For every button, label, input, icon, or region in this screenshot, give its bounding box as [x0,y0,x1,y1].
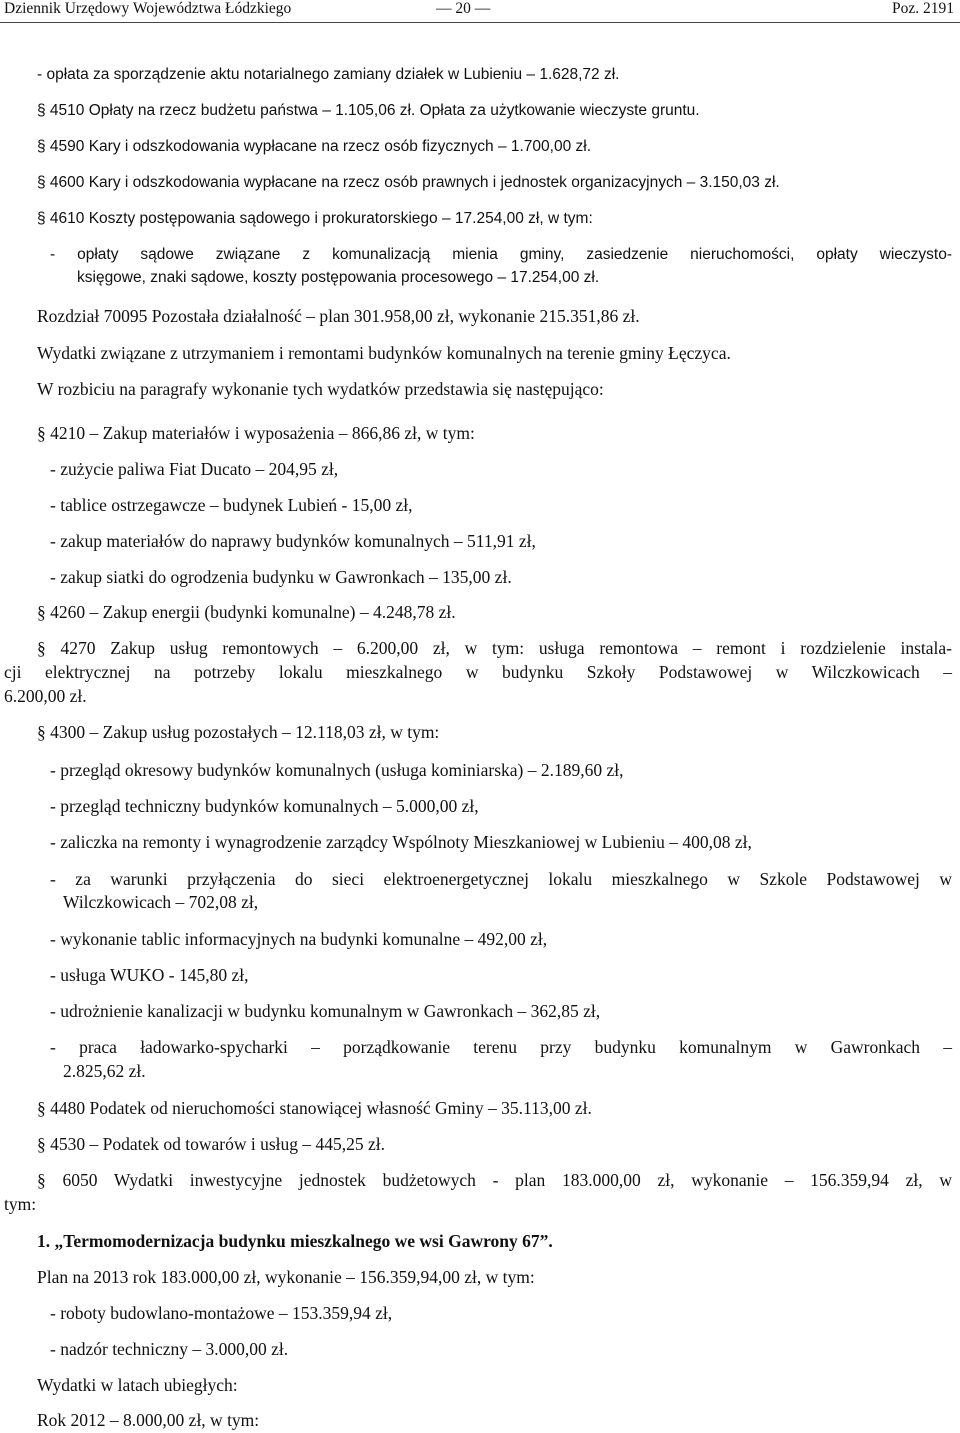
text-line: § 4610 Koszty postępowania sądowego i prokuratorskiego – 17.254,00 zł, w tym: [37,210,593,227]
text-line: § 4530 – Podatek od towarów i usług – 445,25 zł. [37,1134,386,1154]
list-item: - zużycie paliwa Fiat Ducato – 204,95 zł, [50,459,339,479]
list-item: - zaliczka na remonty i wynagrodzenie zarządcy Wspólnoty Mieszkaniowej w Lubieniu – 400,08 zł, [50,832,752,852]
text-line: Wydatki w latach ubiegłych: [37,1375,238,1395]
list-item: - tablice ostrzegawcze – budynek Lubień - 15,00 zł, [50,495,413,515]
list-item: - nadzór techniczny – 3.000,00 zł. [50,1339,289,1359]
list-item: - za warunki przyłączenia do sieci elektroenergetycznej lokalu mieszkalnego w Szkole Podstawowej w [50,869,952,889]
text-line: § 4590 Kary i odszkodowania wypłacane na rzecz osób fizycznych – 1.700,00 zł. [37,138,592,155]
text-line: Rok 2012 – 8.000,00 zł, w tym: [37,1410,260,1430]
text-line: § 4300 – Zakup usług pozostałych – 12.118,03 zł, w tym: [37,722,440,742]
text-line: § 4260 – Zakup energii (budynki komunalne) – 4.248,78 zł. [37,602,456,622]
list-item-continuation: 2.825,62 zł. [63,1061,146,1081]
list-item-continuation: Wilczkowicach – 702,08 zł, [63,892,259,912]
list-item: - zakup siatki do ogrodzenia budynku w Gawronkach – 135,00 zł. [50,567,512,587]
text-line: § 4480 Podatek od nieruchomości stanowiącej własność Gminy – 35.113,00 zł. [37,1098,592,1118]
text-line: cji elektrycznej na potrzeby lokalu mieszkalnego w budynku Szkoły Podstawowej w Wilczkowicach – [4,662,952,682]
text-line: § 4210 – Zakup materiałów i wyposażenia – 866,86 zł, w tym: [37,423,475,443]
list-item: - udrożnienie kanalizacji w budynku komunalnym w Gawronkach – 362,85 zł, [50,1001,601,1021]
list-item: - przegląd techniczny budynków komunalnych – 5.000,00 zł, [50,796,479,816]
section-heading: Rozdział 70095 Pozostała działalność – plan 301.958,00 zł, wykonanie 215.351,86 zł. [37,306,640,326]
text-line: § 6050 Wydatki inwestycyjne jednostek budżetowych - plan 183.000,00 zł, wykonanie – 156.359,94 zł, w [37,1170,952,1190]
text-line: tym: [4,1194,37,1214]
text-line: księgowe, znaki sądowe, koszty postępowania procesowego – 17.254,00 zł. [77,269,600,286]
text-line: § 4270 Zakup usług remontowych – 6.200,00 zł, w tym: usługa remontowa – remont i rozdzielenie instala- [37,638,952,658]
text-line: Wydatki związane z utrzymaniem i remontami budynków komunalnych na terenie gminy Łęczyca. [37,343,731,363]
page-header [0,0,960,22]
page-number: — 20 — [436,0,491,17]
text-line: § 4510 Opłaty na rzecz budżetu państwa – 1.105,06 zł. Opłata za użytkowanie wieczyste gruntu. [37,102,700,119]
list-item: - wykonanie tablic informacyjnych na budynki komunalne – 492,00 zł, [50,929,548,949]
text-line: 6.200,00 zł. [4,686,87,706]
text-line: W rozbiciu na paragrafy wykonanie tych wydatków przedstawia się następująco: [37,379,604,399]
list-item: - roboty budowlano-montażowe – 153.359,94 zł, [50,1303,393,1323]
text-line: - opłata za sporządzenie aktu notarialnego zamiany działek w Lubieniu – 1.628,72 zł. [37,66,620,83]
position-number: Poz. 2191 [892,0,954,17]
text-line: - opłaty sądowe związane z komunalizacją mienia gminy, zasiedzenie nieruchomości, opłaty wieczysto- [50,246,952,263]
list-item: - usługa WUKO - 145,80 zł, [50,965,249,985]
journal-title: Dziennik Urzędowy Województwa Łódzkiego [4,0,292,17]
list-item: - przegląd okresowy budynków komunalnych (usługa kominiarska) – 2.189,60 zł, [50,760,624,780]
list-item: - zakup materiałów do naprawy budynków komunalnych – 511,91 zł, [50,531,536,551]
text-line: Plan na 2013 rok 183.000,00 zł, wykonanie – 156.359,94,00 zł, w tym: [37,1267,535,1287]
header-divider [0,22,960,23]
list-item: - praca ładowarko-spycharki – porządkowanie terenu przy budynku komunalnym w Gawronkach – [50,1037,952,1057]
investment-title: 1. „Termomodernizacja budynku mieszkalnego we wsi Gawrony 67”. [37,1231,553,1251]
text-line: § 4600 Kary i odszkodowania wypłacane na rzecz osób prawnych i jednostek organizacyjnych – 3.150,03 zł. [37,174,780,191]
